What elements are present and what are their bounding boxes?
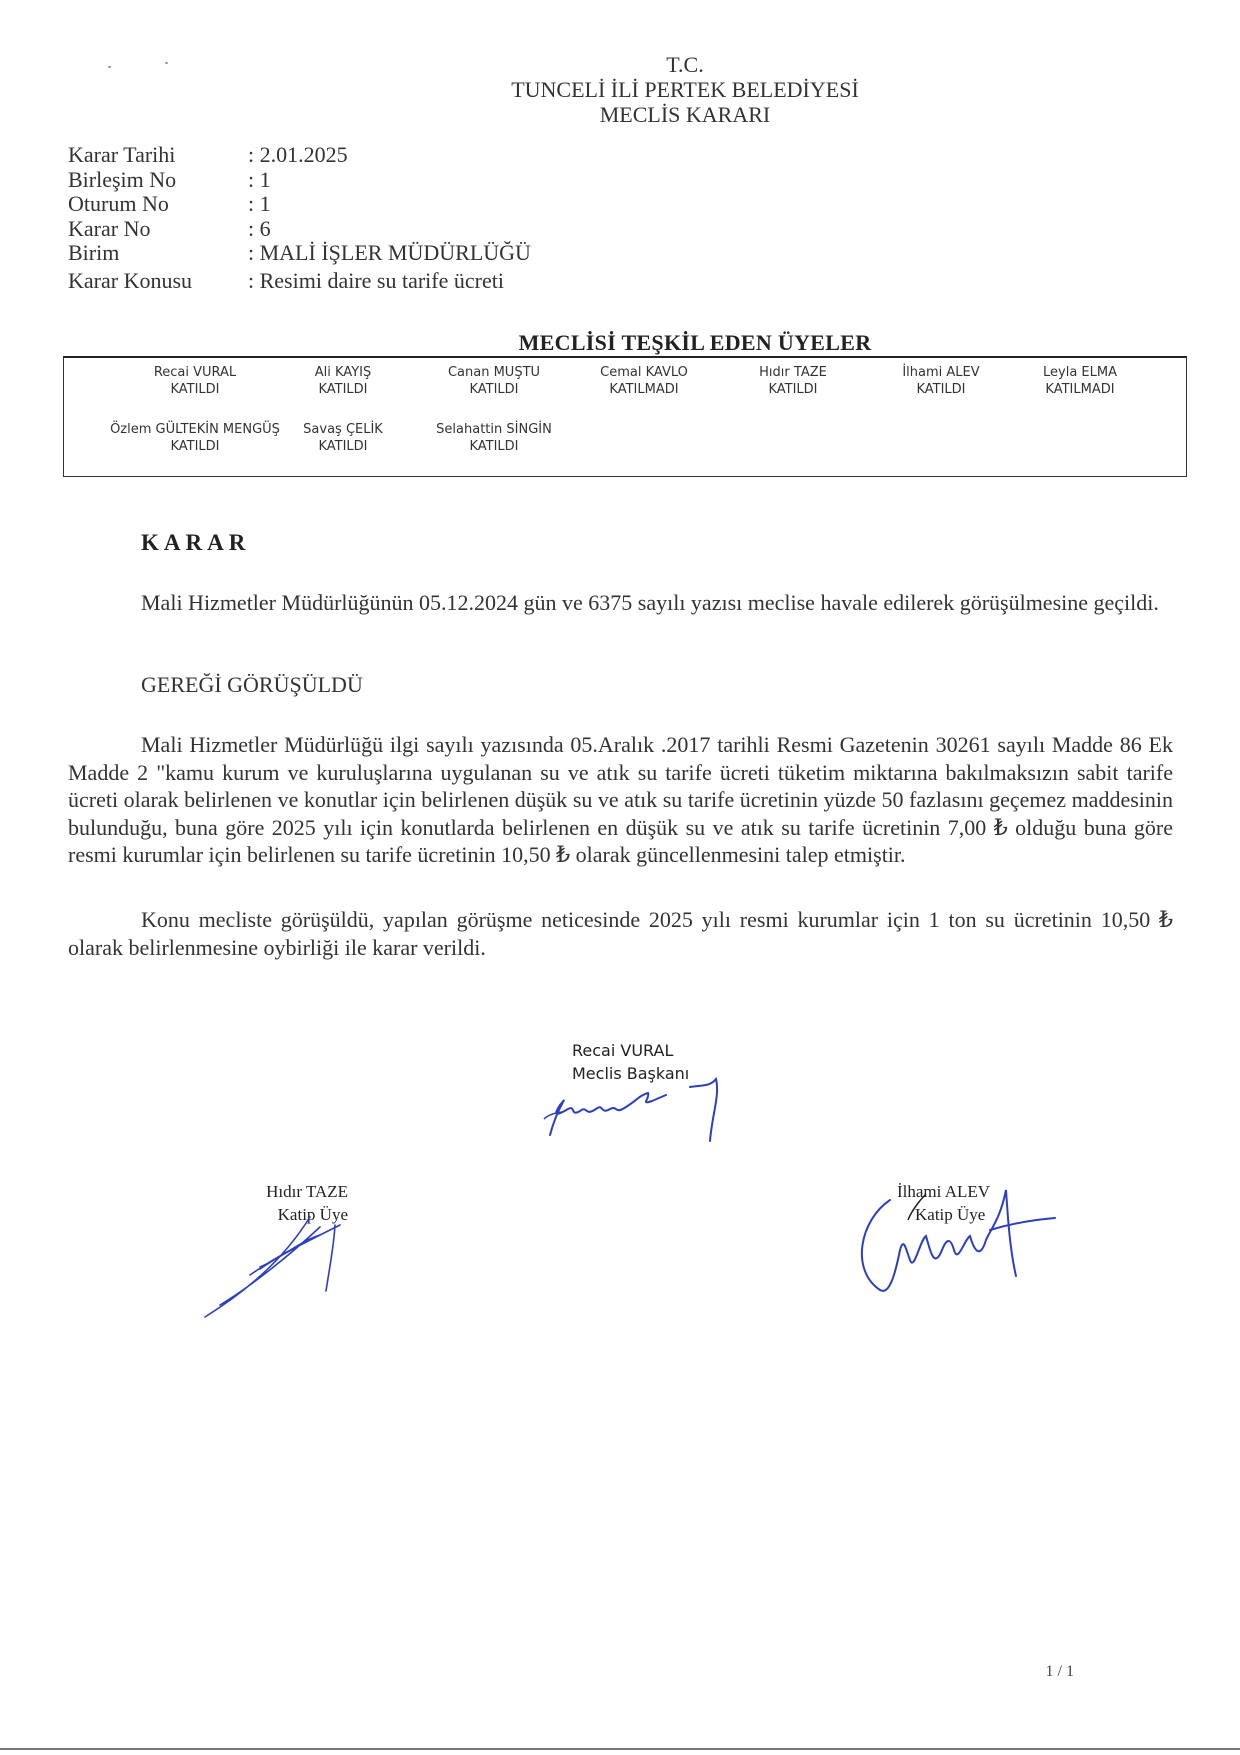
meta-label: Birim <box>68 240 120 265</box>
clerk-1-signature-scribble <box>200 1205 360 1325</box>
meta-value: : 2.01.2025 <box>248 142 348 167</box>
decision-metadata <box>68 143 531 293</box>
member-entry <box>110 421 280 455</box>
member-name: Cemal KAVLO <box>600 365 688 380</box>
member-name: Savaş ÇELİK <box>303 422 383 437</box>
member-status: KATILDI <box>170 439 220 454</box>
meta-value: : Resimi daire su tarife ücreti <box>248 267 504 293</box>
member-name: Recai VURAL <box>153 365 237 380</box>
meta-row <box>68 241 531 266</box>
meta-value: : 1 <box>248 166 271 192</box>
header-title: MECLİS KARARI <box>599 102 771 127</box>
member-name: Hıdır TAZE <box>759 365 827 380</box>
meta-value: : 6 <box>248 215 271 241</box>
signature-name: Recai VURAL <box>572 1041 674 1060</box>
header-municipality: TUNCELİ İLİ PERTEK BELEDİYESİ <box>511 77 859 102</box>
meta-row <box>68 217 531 242</box>
member-entry <box>1043 364 1117 398</box>
meta-value: : 1 <box>248 191 271 216</box>
member-entry <box>303 421 383 455</box>
member-status: KATILDI <box>318 382 368 397</box>
member-name: Ali KAYIŞ <box>314 365 372 380</box>
paragraph-gereği: GEREĞİ GÖRÜŞÜLDÜ <box>141 672 363 697</box>
member-status: KATILDI <box>768 382 818 397</box>
member-entry <box>315 364 371 398</box>
meta-row <box>68 192 531 217</box>
member-name: Canan MUŞTU <box>447 365 541 380</box>
meta-label: Birleşim No <box>68 166 177 192</box>
member-status: KATILDI <box>469 439 519 454</box>
member-status: KATILDI <box>170 382 220 397</box>
meta-row <box>68 168 531 193</box>
member-entry <box>759 364 827 398</box>
president-signature-scribble <box>540 1065 790 1145</box>
member-status: KATILDI <box>916 382 966 397</box>
member-entry <box>448 364 540 398</box>
members-title: MECLİSİ TEŞKİL EDEN ÜYELER <box>518 330 872 355</box>
meta-label: Karar Konusu <box>68 267 193 293</box>
member-name: İlhami ALEV <box>902 365 980 380</box>
clerk-2-signature-scribble <box>850 1180 1065 1310</box>
member-status: KATILMADI <box>609 382 679 397</box>
page-number: 1 / 1 <box>1045 1663 1074 1680</box>
member-name: Özlem GÜLTEKİN MENGÜŞ <box>110 422 280 437</box>
member-name: Leyla ELMA <box>1043 365 1117 380</box>
signature-title: Katip Üye <box>915 1205 986 1224</box>
signature-title: Katip Üye <box>277 1205 348 1224</box>
meta-value: : MALİ İŞLER MÜDÜRLÜĞÜ <box>248 240 531 265</box>
paragraph-intro: Mali Hizmetler Müdürlüğünün 05.12.2024 gün ve 6375 sayılı yazısı meclise havale edilerek görüşülmesine geçildi. <box>141 590 1159 615</box>
meta-label: Karar No <box>68 215 151 241</box>
meta-label: Oturum No <box>68 191 169 216</box>
paragraph-result: Konu mecliste görüşüldü, yapılan görüşme neticesinde 2025 yılı resmi kurumlar için 1 ton su ücretinin 10,50 ₺ olarak belirlenmesine oybirliği ile karar verildi. <box>68 907 1173 960</box>
member-name: Selahattin SİNGİN <box>436 422 552 437</box>
members-box <box>63 356 1187 477</box>
header-tc: T.C. <box>666 52 704 77</box>
decision-heading: KARAR <box>141 530 251 555</box>
bottom-rule <box>0 1748 1240 1750</box>
member-status: KATILMADI <box>1045 382 1115 397</box>
member-status: KATILDI <box>318 439 368 454</box>
member-status: KATILDI <box>469 382 519 397</box>
member-entry <box>600 364 688 398</box>
meta-row <box>68 269 531 294</box>
meta-label: Karar Tarihi <box>68 142 176 167</box>
signature-name: İlhami ALEV <box>897 1182 991 1201</box>
signature-name: Hıdır TAZE <box>266 1182 348 1201</box>
member-entry <box>902 364 979 398</box>
signature-title: Meclis Başkanı <box>572 1064 690 1083</box>
document-header <box>0 52 1240 127</box>
paragraph-body: Mali Hizmetler Müdürlüğü ilgi sayılı yazısında 05.Aralık .2017 tarihli Resmi Gazetenin 30261 sayılı Madde 86 Ek Madde 2 "kamu kurum ve kuruluşlarına uygulanan su ve atık su tarife ücreti tüketim miktarına bakılmaksızın sabit tarife ücreti olarak belirlenen ve konutlar için belirlenen düşük su ve atık su tarife ücretinin yüzde 50 fazlasını geçemez maddesinin bulunduğu, buna göre 2025 yılı için konutlarda belirlenen en düşük su ve atık su tarife ücretinin 7,00 ₺ olduğu buna göre resmi kurumlar için belirlenen su tarife ücretinin 10,50 ₺ olarak güncellenmesini talep etmiştir. <box>68 732 1173 867</box>
member-entry <box>436 421 552 455</box>
meta-row <box>68 143 531 168</box>
member-entry <box>154 364 236 398</box>
